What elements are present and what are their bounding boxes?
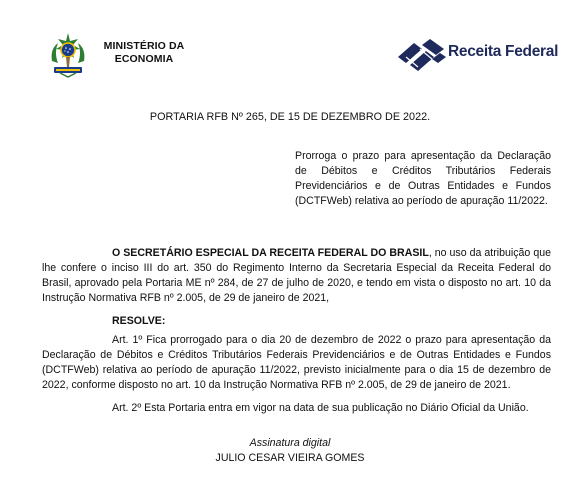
agency-name: Receita Federal xyxy=(448,43,559,60)
article-2-paragraph xyxy=(42,401,551,416)
ministry-name xyxy=(96,40,192,66)
article-1-text: Art. 1º Fica prorrogado para o dia 20 de dezembro de 2022 o prazo para apresentação da Declaração de Débitos e Créditos Tributários Federais Previdenciários e de Outras Entidades e Fundos (DCTFWeb) relativa ao período de apuração 11/2022, previsto inicialmente para o dia 15 de dezembro de 2022, conforme disposto no art. 10 da Instrução Normativa RFB nº 2.005, de 29 de janeiro de 2021. xyxy=(42,334,551,391)
preamble-text: , no uso da atribuição que lhe confere o inciso III do art. 350 do Regimento Interno da Secretaria Especial da Receita Federal do Brasil, aprovado pela Portaria ME nº 284, de 27 de julho de 2020, e tendo em vista o disposto no art. 10 da Instrução Normativa RFB nº 2.005, de 29 de janeiro de 2021, xyxy=(42,247,551,304)
signature-label: Assinatura digital xyxy=(249,437,331,449)
article-1-paragraph xyxy=(42,333,551,393)
ministry-line-1: MINISTÉRIO DA xyxy=(103,40,185,52)
preamble-authority: O SECRETÁRIO ESPECIAL DA RECEITA FEDERAL DO BRASIL xyxy=(112,247,429,259)
document-header xyxy=(0,0,580,90)
receita-federal-logo-icon xyxy=(396,39,446,71)
brazil-coat-of-arms-icon xyxy=(46,31,90,79)
article-2-text: Art. 2º Esta Portaria entra em vigor na data de sua publicação no Diário Oficial da União. xyxy=(112,402,529,414)
preamble-paragraph xyxy=(42,246,551,306)
signatory-name: JULIO CESAR VIEIRA GOMES xyxy=(215,452,365,464)
ministry-line-2: ECONOMIA xyxy=(114,53,174,65)
document-title: PORTARIA RFB Nº 265, DE 15 DE DEZEMBRO DE 2022. xyxy=(149,111,431,123)
ementa: Prorroga o prazo para apresentação da Declaração de Débitos e Créditos Tributários Federais Previdenciários e de Outras Entidades e Fundos (DCTFWeb) relativa ao período de apuração 11/2022. xyxy=(295,150,551,207)
resolve-heading: RESOLVE: xyxy=(112,315,166,327)
